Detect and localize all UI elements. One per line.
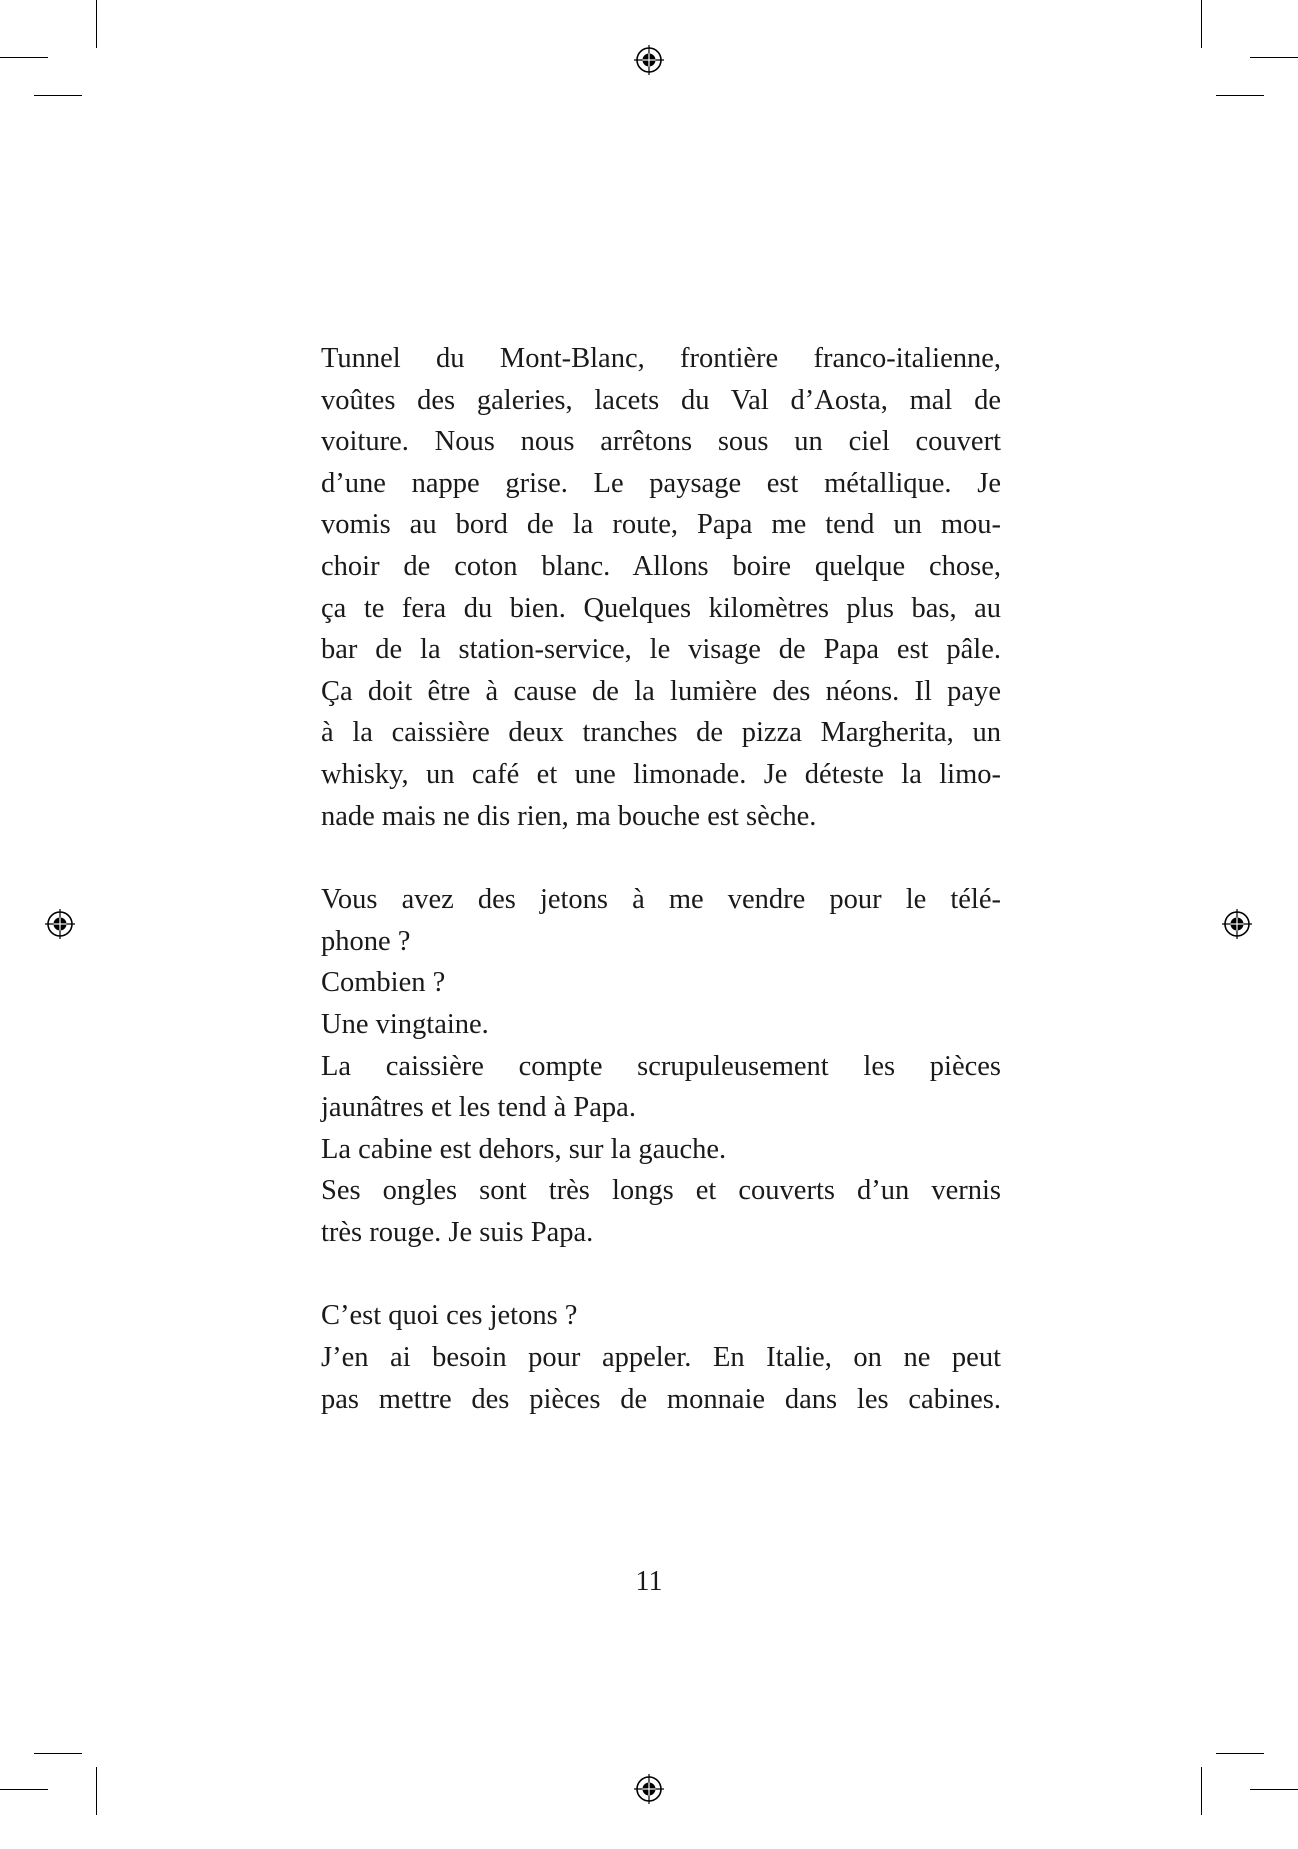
crop-mark [1216,1753,1264,1754]
crosshair-circle-icon [634,1774,664,1804]
text-line: ça te fera du bien. Quelques kilomètres plus bas, au [321,592,1001,624]
text-line: vomis au bord de la route, Papa me tend un mou- [321,509,1001,541]
crop-mark [1250,57,1298,58]
crop-mark [0,57,48,58]
paragraph [321,1295,1001,1420]
crop-mark [1201,1767,1202,1815]
text-line: Vous avez des jetons à me vendre pour le télé- [321,884,1001,916]
text-line: phone ? [321,925,411,957]
text-line: La cabine est dehors, sur la gauche. [321,1133,727,1165]
crop-mark [1201,0,1202,48]
text-line: d’une nappe grise. Le paysage est métallique. Je [321,467,1001,499]
crop-mark [96,0,97,48]
text-line: choir de coton blanc. Allons boire quelque chose, [321,550,1001,582]
text-line: C’est quoi ces jetons ? [321,1300,578,1332]
crop-mark [1216,95,1264,96]
paragraph [321,338,1001,837]
text-line: J’en ai besoin pour appeler. En Italie, on ne peut [321,1342,1001,1374]
crop-mark [0,1789,48,1790]
text-line: Ses ongles sont très longs et couverts d’un vernis [321,1175,1001,1207]
text-line: Ça doit être à cause de la lumière des néons. Il paye [321,675,1001,707]
text-line: à la caissière deux tranches de pizza Margherita, un [321,717,1001,749]
crosshair-circle-icon [1222,909,1252,939]
text-line: whisky, un café et une limonade. Je déteste la limo- [321,758,1001,790]
text-line: voiture. Nous nous arrêtons sous un ciel couvert [321,426,1001,458]
text-line: jaunâtres et les tend à Papa. [321,1092,636,1124]
text-line: Une vingtaine. [321,1008,489,1040]
text-line: très rouge. Je suis Papa. [321,1216,594,1248]
crop-mark [1250,1789,1298,1790]
text-line: Combien ? [321,967,446,999]
crosshair-circle-icon [45,909,75,939]
body-text [321,338,1001,1420]
text-line: La caissière compte scrupuleusement les pièces [321,1050,1001,1082]
paragraph [321,879,1001,1253]
page-number: 11 [635,1566,663,1597]
crop-mark [96,1767,97,1815]
crosshair-circle-icon [634,45,664,75]
text-line: nade mais ne dis rien, ma bouche est sèche. [321,800,817,832]
text-line: Tunnel du Mont-Blanc, frontière franco-italienne, [321,343,1001,374]
crop-mark [34,95,82,96]
text-line: bar de la station-service, le visage de Papa est pâle. [321,634,1001,666]
text-line: voûtes des galeries, lacets du Val d’Aosta, mal de [321,384,1001,416]
crop-mark [34,1753,82,1754]
text-line: pas mettre des pièces de monnaie dans les cabines. [321,1383,1001,1415]
